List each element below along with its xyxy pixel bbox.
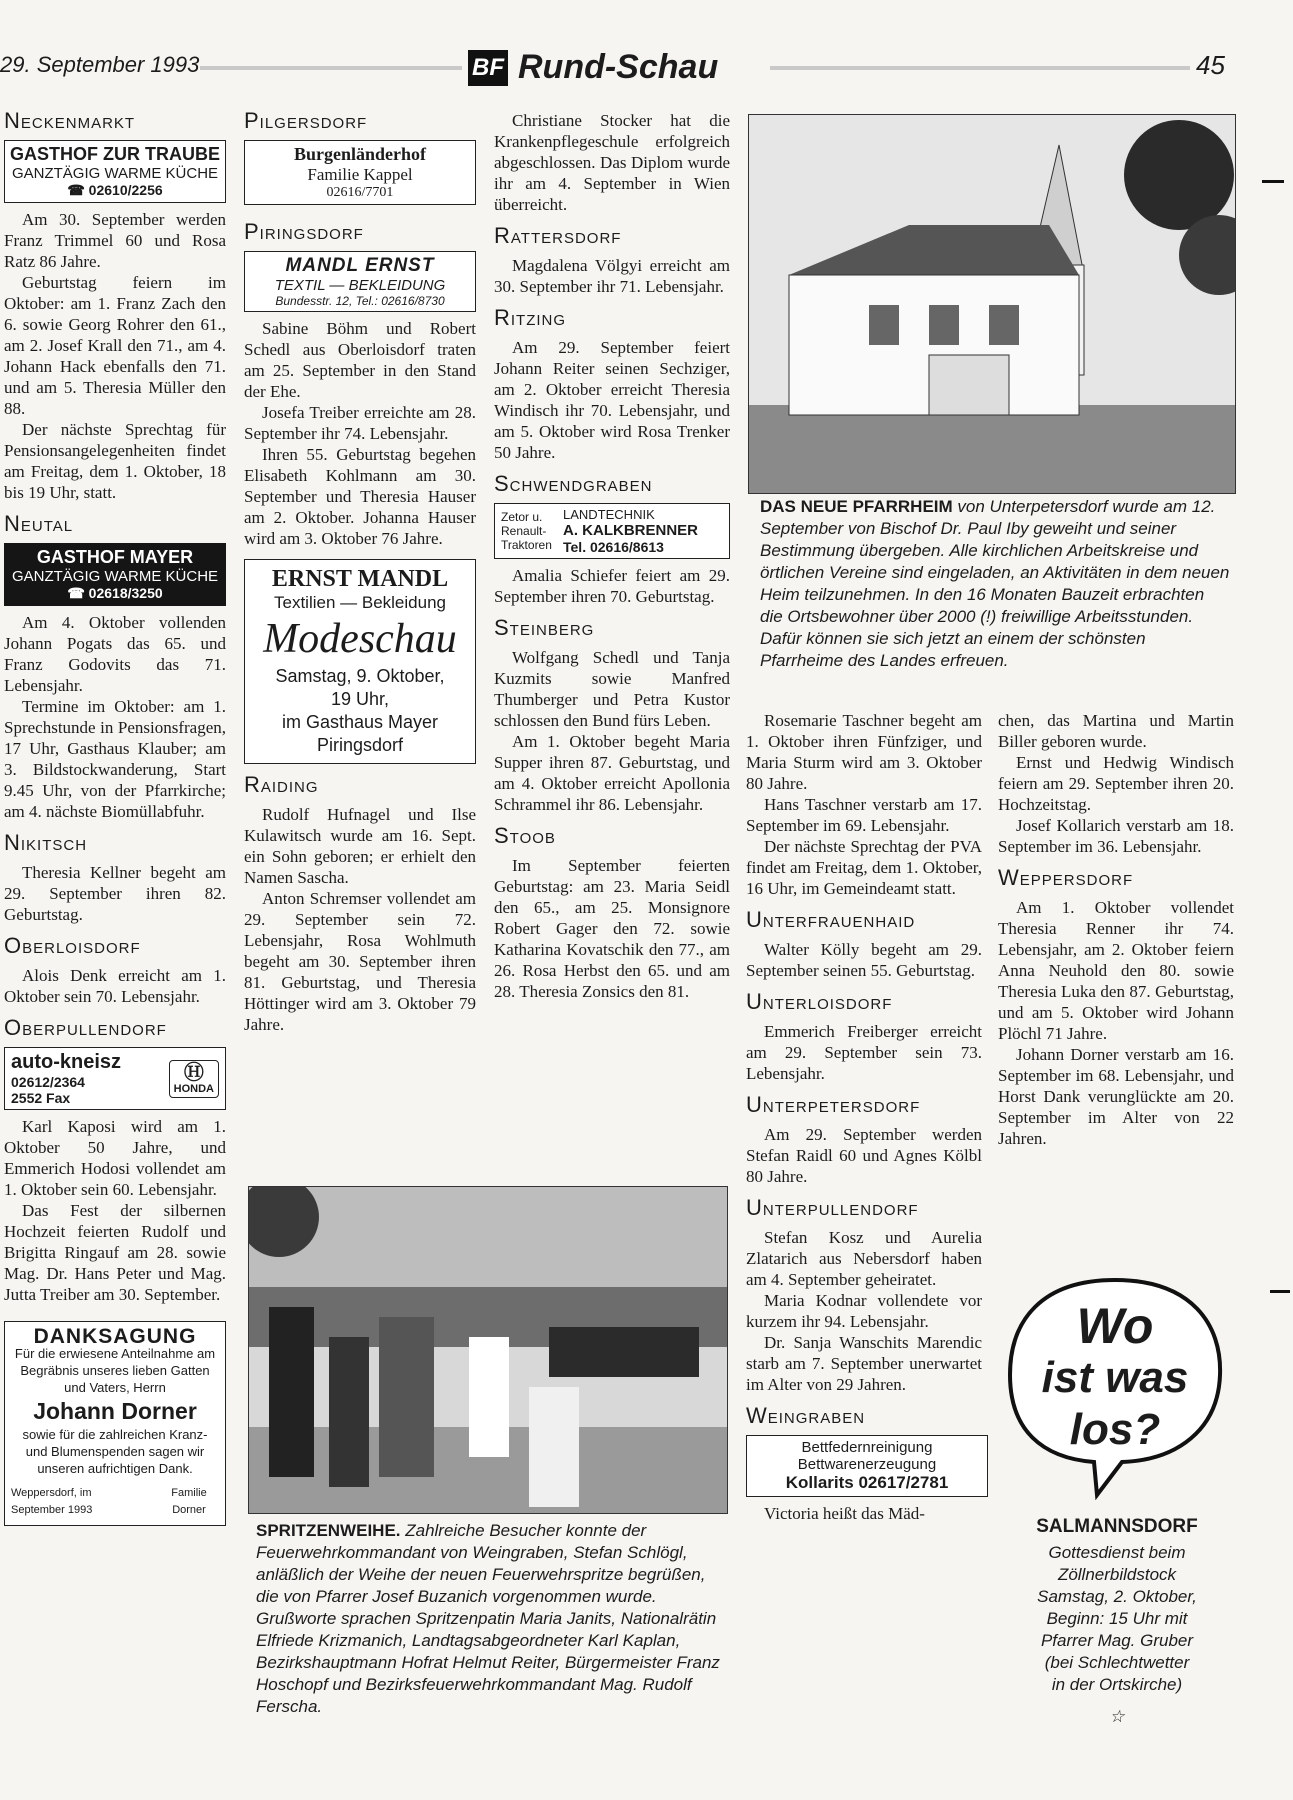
paragraph: Am 1. Oktober begeht Maria Supper ihren 87. Geburtstag, und am 4. Oktober erreicht Apollonia Schrammel ihr 86. Lebensjahr. (494, 732, 730, 814)
ad-kalkbrenner (494, 503, 730, 559)
section-heading: Raiding (244, 772, 319, 797)
ad-phone: 02616/7701 (326, 185, 394, 200)
paragraph: Hans Taschner verstarb am 17. September im 69. Lebensjahr. (746, 795, 982, 835)
ad-fax: 2552 Fax (11, 1090, 71, 1106)
header-rule-right (770, 66, 1190, 70)
church-building-image (749, 115, 1235, 493)
bubble-line: Wo (1076, 1298, 1154, 1354)
ad-text: Für die erwiesene Anteilnahme am Begräbnis unseres lieben Gatten und Vaters, Herrn (14, 1346, 216, 1395)
caption-text: Zahlreiche Besucher konnte der Feuerwehrkommandant von Weingraben, Stefan Schlögl, anläßlich der Weihe der neuen Feuerwehrspritze begrüßen, die von Pfarrer Josef Buzanich vorgenommen wurde. Grußworte sprachen Spritzenpatin Maria Janits, Nationalrätin Elfriede Krizmanich, Landtagsabgeordneter Karl Kaplan, Bezirkshauptmann Hofrat Helmut Reiter, Bürgermeister Franz Hoschopf und Bezirksfeuerwehrkommandant Mag. Rudolf Ferscha. (256, 1521, 720, 1716)
caption-text: von Unterpetersdorf wurde am 12. September von Bischof Dr. Paul Iby geweiht und seiner Bestimmung übergeben. Alle kirchlichen Arbeitskreise und örtlichen Vereine sind eingeladen, an Aktivitäten in dem neuen Heim teilzunehmen. In den 16 Monaten Bauzeit erbrachten die Ortsbewohner über 2000 (!) freiwillige Arbeitsstunden. Dafür können sie sich jetzt an einem der schönsten Pfarrheime des Landes erfreuen. (760, 497, 1230, 670)
ad-subtitle: Textilien — Bekleidung (274, 593, 446, 612)
ad-title: DANKSAGUNG (33, 1325, 197, 1348)
ad-phone: 02612/2364 (11, 1074, 85, 1090)
header-rule-left (200, 66, 462, 70)
salmannsdorf-notice (1012, 1516, 1222, 1728)
paragraph: Am 4. Oktober vollenden Johann Pogats das 65. und Franz Godovits das 71. Lebensjahr. (4, 613, 226, 695)
ad-mandl-ernst (244, 251, 476, 312)
column-2 (244, 100, 476, 1035)
column-1 (4, 100, 226, 1532)
paragraph: Rosemarie Taschner begeht am 1. Oktober ihren Fünfziger, und Maria Sturm wird am 3. Oktober 80 Jahre. (746, 711, 982, 793)
issue-date: 29. September 1993 (0, 52, 200, 77)
ad-title: GASTHOF MAYER (36, 547, 194, 567)
section-heading: Neutal (4, 511, 74, 536)
honda-h-icon: Ⓗ (183, 1061, 204, 1084)
paragraph: Am 29. September werden Stefan Raidl 60 und Agnes Kölbl 80 Jahre. (746, 1125, 982, 1186)
edge-mark (1270, 1290, 1290, 1293)
ad-subtitle: Familie Kappel (307, 165, 413, 184)
section-heading: Piringsdorf (244, 219, 364, 244)
ad-modeschau (244, 559, 476, 764)
section-heading: Weppersdorf (998, 865, 1134, 890)
article-text (494, 855, 730, 1002)
paragraph: Ihren 55. Geburtstag begehen Elisabeth Kohlmann am 30. September und Theresia Hauser am 2. Oktober. Johanna Hauser wird am 3. Oktober 76 Jahre. (244, 445, 476, 548)
ad-line: Samstag, 9. Oktober, (275, 666, 445, 686)
ad-burgenlaenderhof (244, 140, 476, 205)
honda-logo (169, 1060, 219, 1098)
article-text (4, 612, 226, 822)
ad-phone: Tel. 02616/8613 (563, 539, 664, 555)
article-text (746, 1124, 982, 1187)
ad-subtitle: GANZTÄGIG WARME KÜCHE (11, 165, 219, 182)
ad-line: 19 Uhr, (330, 689, 390, 709)
paragraph: Walter Kölly begeht am 29. September seinen 55. Geburtstag. (746, 940, 982, 980)
article-text (494, 110, 730, 215)
paragraph: Am 1. Oktober vollendet Theresia Renner ihr 74. Lebensjahr, am 2. Oktober feiern Anna Neuhold den 80. sowie Theresia Luka den 87. Geburtstag, und am 5. Oktober wird Johann Plöchl 71 Jahre. (998, 898, 1234, 1043)
ad-auto-kneisz (4, 1047, 226, 1110)
article-text (244, 318, 476, 549)
paragraph: Josefa Treiber erreichte am 28. September ihr 74. Lebensjahr. (244, 403, 476, 443)
section-heading: Weingraben (746, 1403, 866, 1428)
ad-line: im Gasthaus Mayer (281, 712, 439, 732)
ad-title: MANDL ERNST (285, 255, 435, 276)
section-heading: Unterloisdorf (746, 989, 893, 1014)
paragraph: Christiane Stocker hat die Krankenpflegeschule erfolgreich abgeschlossen. Das Diplom wurde ihr am 4. September in Wien überreicht. (494, 111, 730, 214)
ad-phone: ☎ 02610/2256 (67, 182, 163, 198)
section-heading: Oberloisdorf (4, 933, 141, 958)
caption-lead: SPRITZENWEIHE. (256, 1521, 401, 1540)
paragraph: Wolfgang Schedl und Tanja Kuzmits sowie Manfred Thumberger und Petra Kustor schlossen den Bund fürs Leben. (494, 648, 730, 730)
article-text (494, 337, 730, 463)
ad-subtitle: TEXTIL — BEKLEIDUNG (274, 277, 446, 294)
paragraph: Der nächste Sprechtag für Pensionsangelegenheiten findet am Freitag, dem 1. Oktober, 18 bis 19 Uhr, statt. (4, 420, 226, 502)
section-heading: Oberpullendorf (4, 1015, 167, 1040)
ad-title: Kollarits 02617/2781 (785, 1473, 949, 1492)
ad-danksagung (4, 1321, 226, 1526)
section-heading: Steinberg (494, 615, 595, 640)
section-heading: Rattersdorf (494, 223, 622, 248)
notice-title: SALMANNSDORF (1036, 1516, 1198, 1537)
article-text (494, 565, 730, 607)
paragraph: Karl Kaposi wird am 1. Oktober 50 Jahre, und Emmerich Hodosi vollendet am 1. Oktober sein 60. Lebensjahr. (4, 1117, 226, 1199)
ad-title: ERNST MANDL (271, 566, 449, 592)
paragraph: Alois Denk erreicht am 1. Oktober sein 70. Lebensjahr. (4, 966, 226, 1006)
ad-place: Weppersdorf, im September 1993 (11, 1487, 93, 1516)
paragraph: Josef Kollarich verstarb am 18. September im 36. Lebensjahr. (998, 816, 1234, 856)
ad-title: auto-kneisz (11, 1051, 122, 1073)
paragraph: Termine im Oktober: am 1. Sprechstunde in Pensionsfragen, 17 Uhr, Gasthaus Klauber; am 3. Bildstockwanderung, Start 9.45 Uhr, von der Pfarrkirche; am 4. nächste Biomüllabfuhr. (4, 697, 226, 821)
article-text (494, 647, 730, 815)
page-number: 45 (1196, 50, 1225, 80)
paragraph: Im September feierten Geburtstag: am 23. Maria Seidl den 65., am 25. Monsignore Robert Gager den 72. sowie Katharina Kovatschik den 77., am 26. Rosa Herbst den 65. und am 28. Theresia Zonsics den 81. (494, 856, 730, 1001)
section-heading: Unterfrauenhaid (746, 907, 916, 932)
paragraph: Rudolf Hufnagel und Ilse Kulawitsch wurde am 16. Sept. ein Sohn geboren; er erhielt den Namen Sascha. (244, 805, 476, 887)
ad-family: Familie Dorner (171, 1487, 207, 1516)
ad-left-text: Zetor u. Renault- Traktoren (501, 510, 552, 552)
paragraph: Das Fest der silbernen Hochzeit feierten Rudolf und Brigitta Ringauf am 28. sowie Mag. Dr. Hans Peter und Mag. Jutta Treiber am 30. September. (4, 1201, 226, 1304)
paragraph: Theresia Kellner begeht am 29. September ihren 82. Geburtstag. (4, 863, 226, 924)
section-heading: Nikitsch (4, 830, 88, 855)
notice-line: Gottesdienst beim (1048, 1543, 1186, 1562)
edge-mark (1262, 180, 1284, 183)
paragraph: Johann Dorner verstarb am 16. September im 68. Lebensjahr, und Horst Dank verunglückte am 20. September im Alter von 22 Jahren. (998, 1045, 1234, 1148)
ad-gasthof-traube (4, 140, 226, 203)
article-text (4, 209, 226, 503)
bubble-line: los? (1069, 1405, 1161, 1454)
column-3 (494, 110, 730, 1002)
column-5 (998, 710, 1234, 1149)
article-text (746, 710, 982, 899)
paragraph: Maria Kodnar vollendete vor kurzem ihr 94. Lebensjahr. (746, 1291, 982, 1331)
article-text (4, 1116, 226, 1305)
paragraph: Dr. Sanja Wanschits Marendic starb am 7. September unerwartet im Alter von 29 Jahren. (746, 1333, 982, 1394)
article-text (746, 1227, 982, 1395)
ad-line: Piringsdorf (316, 735, 404, 755)
ad-gasthof-mayer (4, 543, 226, 606)
photo-spritzenweihe (248, 1186, 728, 1514)
paragraph: Am 30. September werden Franz Trimmel 60 und Rosa Ratz 86 Jahre. (4, 210, 226, 271)
ad-title: GASTHOF ZUR TRAUBE (10, 144, 220, 164)
star-icon: ☆ (1109, 1707, 1125, 1726)
brand-name: HONDA (173, 1082, 214, 1095)
notice-line: in der Ortskirche) (1051, 1675, 1183, 1694)
notice-line: Pfarrer Mag. Gruber (1040, 1631, 1194, 1650)
caption-spritzenweihe (256, 1520, 722, 1718)
paragraph: Ernst und Hedwig Windisch feiern am 29. September ihren 20. Hochzeitstag. (998, 753, 1234, 814)
ad-title: A. KALKBRENNER (563, 522, 698, 539)
section-heading: Stoob (494, 823, 556, 848)
section-heading: Neckenmarkt (4, 108, 136, 133)
paragraph: Emmerich Freiberger erreicht am 29. September sein 73. Lebensjahr. (746, 1022, 982, 1083)
paragraph: Sabine Böhm und Robert Schedl aus Oberloisdorf traten am 25. September in den Stand der Ehe. (244, 319, 476, 401)
ad-line: Bettwarenerzeugung (797, 1456, 937, 1473)
paragraph: Amalia Schiefer feiert am 29. September ihren 70. Geburtstag. (494, 566, 730, 606)
ad-title: Burgenländerhof (293, 144, 426, 164)
notice-line: Beginn: 15 Uhr mit (1046, 1609, 1188, 1628)
article-text (998, 897, 1234, 1149)
paragraph: Der nächste Sprechtag der PVA findet am Freitag, dem 1. Oktober, 16 Uhr, im Gemeindeamt statt. (746, 837, 982, 898)
article-text (746, 939, 982, 981)
ad-kollarits (746, 1435, 988, 1497)
bubble-line: ist was (1041, 1353, 1189, 1402)
photo-pfarrheim (748, 114, 1236, 494)
ad-subtitle: GANZTÄGIG WARME KÜCHE (11, 568, 219, 585)
paragraph: chen, das Martina und Martin Biller geboren wurde. (998, 711, 1234, 751)
article-text (4, 862, 226, 925)
speech-bubble (1002, 1270, 1228, 1500)
caption-pfarrheim (760, 496, 1230, 672)
paragraph: Stefan Kosz und Aurelia Zlatarich aus Nebersdorf haben am 4. September geheiratet. (746, 1228, 982, 1289)
column-4 (746, 710, 982, 1524)
ad-address: Bundesstr. 12, Tel.: 02616/8730 (275, 294, 445, 308)
paragraph: Magdalena Völgyi erreicht am 30. September ihr 71. Lebensjahr. (494, 256, 730, 296)
caption-lead: DAS NEUE PFARRHEIM (760, 497, 953, 516)
section-heading: Pilgersdorf (244, 108, 368, 133)
section-heading: Ritzing (494, 305, 567, 330)
article-text (998, 710, 1234, 857)
paragraph: Am 29. September feiert Johann Reiter seinen Sechziger, am 2. Oktober erreicht Theresia Windisch ihr 70. Lebensjahr, und am 5. Oktober wird Rosa Trenker 50 Jahre. (494, 338, 730, 462)
ad-line: LANDTECHNIK (563, 507, 655, 522)
article-text (244, 804, 476, 1035)
ad-phone: ☎ 02618/3250 (67, 585, 163, 601)
section-heading: Unterpetersdorf (746, 1092, 921, 1117)
section-heading: Schwendgraben (494, 471, 653, 496)
notice-line: Zöllnerbildstock (1057, 1565, 1177, 1584)
paragraph: Victoria heißt das Mäd- (764, 1504, 925, 1523)
section-heading: Unterpullendorf (746, 1195, 919, 1220)
article-text (494, 255, 730, 297)
paragraph: Anton Schremser vollendet am 29. September sein 72. Lebensjahr, Rosa Wohlmuth begeht am 30. September ihren 81. Geburtstag, und Theresia Höttinger wird am 3. Oktober 79 Jahre. (244, 889, 476, 1034)
ceremony-crowd-image (249, 1187, 727, 1513)
deceased-name: Johann Dorner (33, 1398, 197, 1424)
ad-line: Bettfedernreinigung (801, 1439, 933, 1456)
article-text (746, 1021, 982, 1084)
ad-script-title: Modeschau (263, 616, 457, 662)
article-text (746, 1503, 982, 1524)
bf-logo: BF (468, 50, 508, 86)
article-text (4, 965, 226, 1007)
notice-line: Samstag, 2. Oktober, (1037, 1587, 1197, 1606)
paragraph: Geburtstag feiern im Oktober: am 1. Franz Zach den 6. sowie Georg Rohrer den 61., am 2. Josef Krall den 71., am 4. Johann Hack ebenfalls den 71. und am 5. Theresia Müller den 88. (4, 273, 226, 418)
masthead: Rund-Schau (518, 48, 719, 86)
notice-line: (bei Schlechtwetter (1044, 1653, 1190, 1672)
ad-text: sowie für die zahlreichen Kranz- und Blumenspenden sagen wir unseren aufrichtigen Dank. (22, 1427, 208, 1476)
